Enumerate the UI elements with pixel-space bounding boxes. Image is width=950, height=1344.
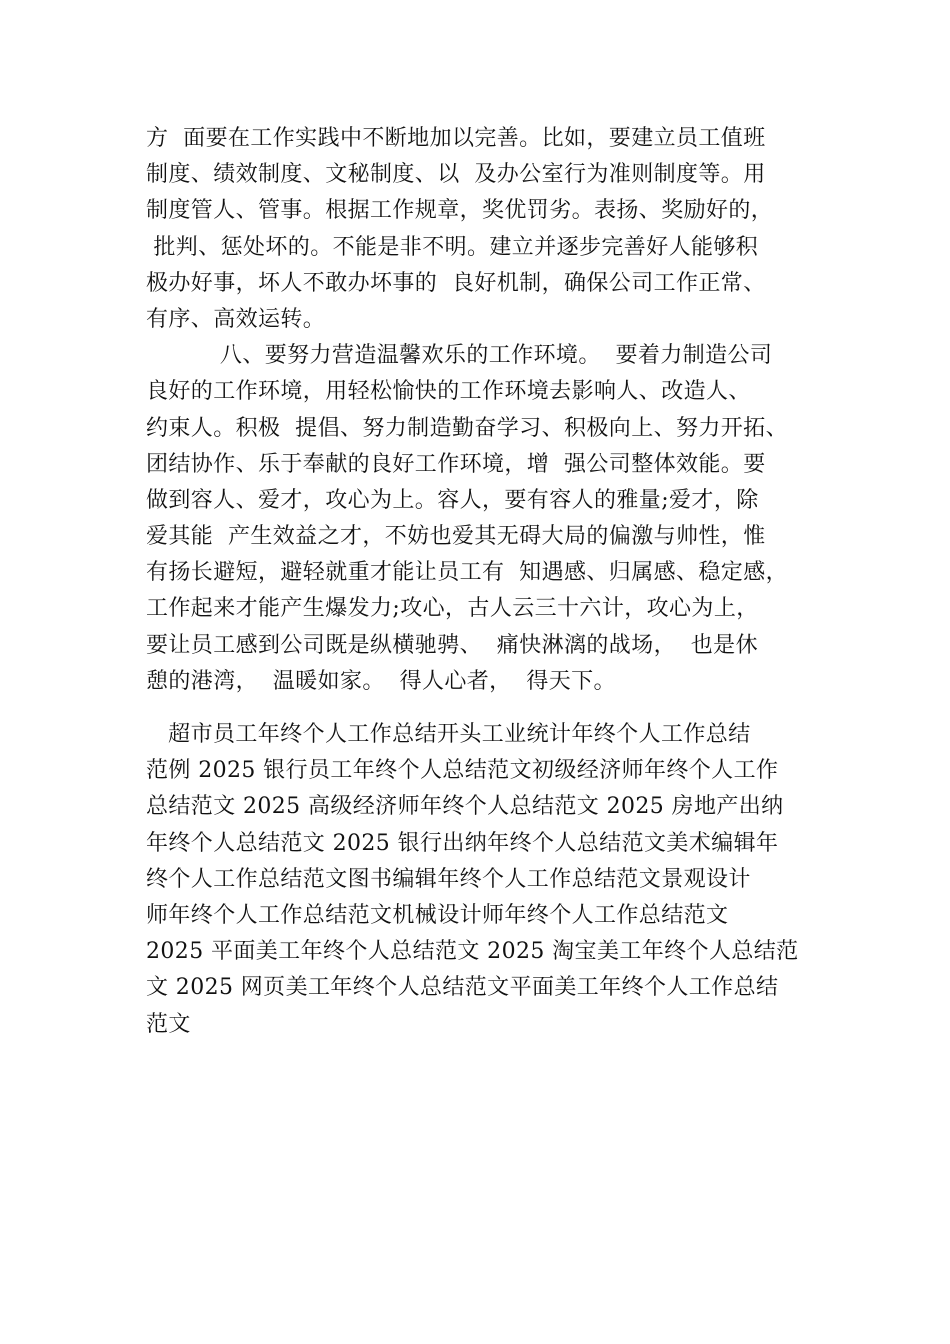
text-line: 范文 xyxy=(146,1011,191,1037)
text-line: 范例 2025 银行员工年终个人总结范文初级经济师年终个人工作 xyxy=(146,758,779,784)
document-body xyxy=(146,121,816,700)
text-line: 有序、高效运转。 xyxy=(146,306,326,332)
text-line: 有扬长避短，避轻就重才能让员工有 知遇感、归属感、稳定感， xyxy=(146,560,788,586)
text-line: 文 2025 网页美工年终个人总结范文平面美工年终个人工作总结 xyxy=(146,975,779,1001)
text-line: 方 面要在工作实践中不断地加以完善。比如，要建立员工值班 xyxy=(146,126,766,151)
text-line: 总结范文 2025 高级经济师年终个人总结范文 2025 房地产出纳 xyxy=(146,794,784,820)
related-articles-paragraph xyxy=(146,717,816,1043)
text-line: 爱其能 产生效益之才，不妨也爱其无碍大局的偏激与帅性，惟 xyxy=(146,524,766,550)
text-line: 要让员工感到公司既是纵横驰骋、 痛快淋漓的战场， 也是休 xyxy=(146,632,758,658)
text-line: 终个人工作总结范文图书编辑年终个人工作总结范文景观设计 xyxy=(146,866,751,892)
text-line: 做到容人、爱才，攻心为上。容人，要有容人的雅量;爱才，除 xyxy=(146,487,759,513)
text-line: 憩的港湾， 温暖如家。 得人心者， 得天下。 xyxy=(146,668,616,694)
text-line: 年终个人总结范文 2025 银行出纳年终个人总结范文美术编辑年 xyxy=(146,830,779,856)
text-line: 约束人。积极 提倡、努力制造勤奋学习、积极向上、努力开拓、 xyxy=(146,415,788,441)
text-line: 团结协作、乐于奉献的良好工作环境，增 强公司整体效能。要 xyxy=(146,451,766,477)
text-line: 批判、惩处坏的。不能是非不明。建立并逐步完善好人能够积 xyxy=(146,234,759,260)
text-line: 师年终个人工作总结范文机械设计师年终个人工作总结范文 xyxy=(146,902,729,928)
text-line: 2025 平面美工年终个人总结范文 2025 淘宝美工年终个人总结范 xyxy=(146,939,799,965)
text-line: 工作起来才能产生爆发力;攻心，古人云三十六计，攻心为上， xyxy=(146,596,759,622)
text-line: 制度、绩效制度、文秘制度、以 及办公室行为准则制度等。用 xyxy=(146,162,766,188)
text-line: 八、要努力营造温馨欢乐的工作环境。 要着力制造公司 xyxy=(146,343,773,369)
text-line: 制度管人、管事。根据工作规章，奖优罚劣。表扬、奖励好的， xyxy=(146,198,774,224)
text-line: 良好的工作环境，用轻松愉快的工作环境去影响人、改造人、 xyxy=(146,379,751,405)
text-line: 超市员工年终个人工作总结开头工业统计年终个人工作总结 xyxy=(146,722,751,747)
text-line: 极办好事，坏人不敢办坏事的 良好机制，确保公司工作正常、 xyxy=(146,270,766,296)
